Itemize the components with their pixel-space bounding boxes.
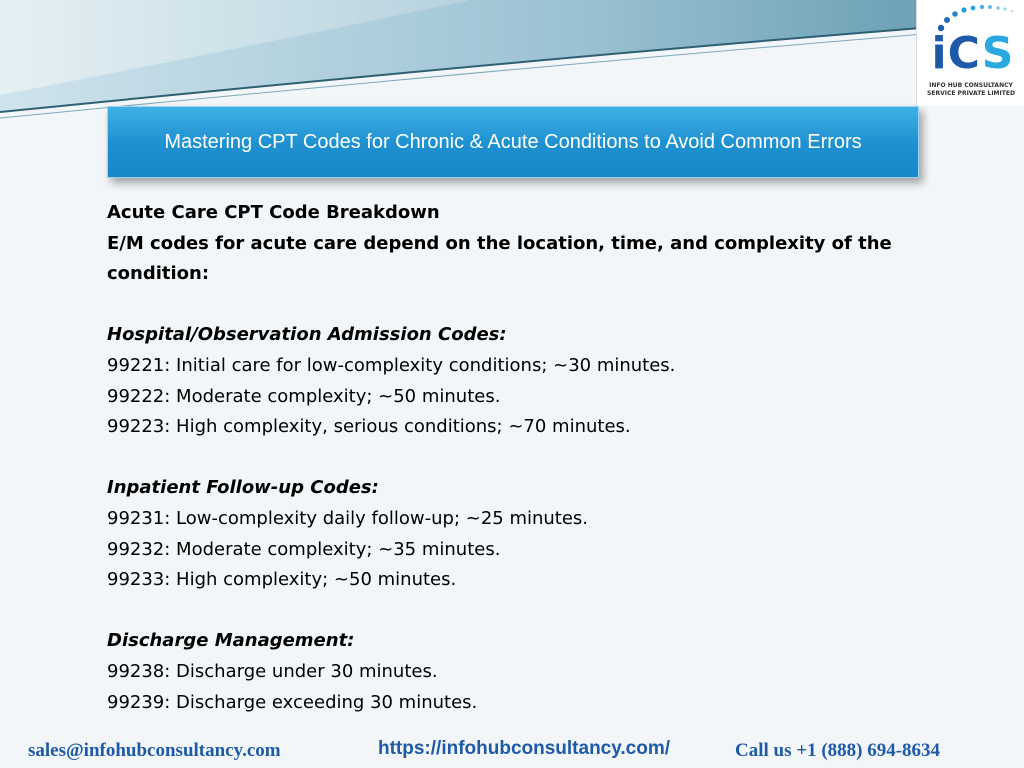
intro-text: E/M codes for acute care depend on the location, time, and complexity of the condition: [107, 232, 892, 285]
footer-website-link[interactable]: https://infohubconsultancy.com/ [378, 738, 671, 759]
list-item: 99239: Discharge exceeding 30 minutes. [107, 691, 478, 713]
footer-phone: Call us +1 (888) 694-8634 [735, 740, 941, 761]
section-heading: Acute Care CPT Code Breakdown [107, 202, 440, 223]
subheading-follow-up: Inpatient Follow-up Codes: [107, 477, 379, 499]
company-logo [916, 0, 1024, 106]
subheading-admission: Hospital/Observation Admission Codes: [107, 324, 507, 346]
list-item: 99221: Initial care for low-complexity conditions; ~30 minutes. [107, 354, 676, 376]
list-item: 99223: High complexity, serious conditions; ~70 minutes. [107, 416, 631, 438]
list-item: 99233: High complexity; ~50 minutes. [107, 569, 457, 591]
list-item: 99238: Discharge under 30 minutes. [107, 660, 438, 682]
subheading-discharge: Discharge Management: [107, 630, 355, 652]
logo-subtitle: INFO HUB CONSULTANCY SERVICE PRIVATE LIMITED [927, 82, 1015, 97]
list-item: 99231: Low-complexity daily follow-up; ~25 minutes. [107, 507, 589, 529]
logo-wordmark: iCS [931, 28, 1015, 79]
footer-email-link[interactable]: sales@infohubconsultancy.com [28, 740, 281, 761]
content-body [107, 198, 907, 718]
title-banner [107, 106, 919, 178]
page-title: Mastering CPT Codes for Chronic & Acute Conditions to Avoid Common Errors [164, 131, 862, 153]
list-item: 99232: Moderate complexity; ~35 minutes. [107, 538, 501, 560]
list-item: 99222: Moderate complexity; ~50 minutes. [107, 385, 501, 407]
